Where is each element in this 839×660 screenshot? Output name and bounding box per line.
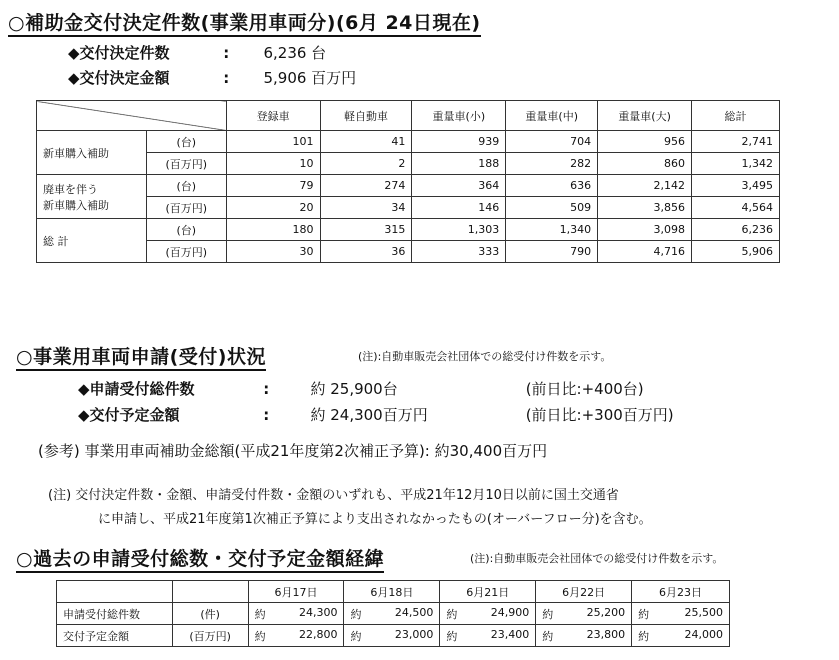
header-cell: 重量車(中) [506, 101, 598, 131]
value-cell: 6,236 [692, 219, 780, 241]
value: 24,500 [394, 605, 434, 619]
table-row [37, 219, 780, 241]
value-cell [632, 603, 730, 625]
table-row [37, 197, 780, 219]
value-cell: 3,098 [598, 219, 692, 241]
value-cell: 1,340 [506, 219, 598, 241]
value-cell [440, 625, 536, 647]
row-group-label-line2: 新車購入補助 [43, 198, 109, 212]
value: 25,500 [684, 605, 723, 619]
value-cell [632, 625, 730, 647]
approx-mark: 約 [254, 629, 266, 643]
approx-mark: 約 [542, 629, 554, 643]
value-cell: 20 [226, 197, 320, 219]
value-cell: 5,906 [692, 241, 780, 263]
value-cell: 790 [506, 241, 598, 263]
value-cell: 860 [598, 153, 692, 175]
value-cell [440, 603, 536, 625]
header-cell: 重量車(大) [598, 101, 692, 131]
bullet-kofu-kensu [68, 42, 326, 63]
bullet-value: 5,906 百万円 [263, 69, 357, 87]
bullet-label: ◆交付予定金額 [78, 406, 180, 424]
value: 24,900 [490, 605, 530, 619]
value-cell: 636 [506, 175, 598, 197]
date-header: 6月22日 [536, 581, 632, 603]
value-cell: 704 [506, 131, 598, 153]
table-row [37, 131, 780, 153]
value-cell: 956 [598, 131, 692, 153]
value-cell: 10 [226, 153, 320, 175]
bullet-delta: (前日比:+400台) [525, 380, 644, 398]
approx-mark: 約 [350, 629, 362, 643]
value-cell: 364 [412, 175, 506, 197]
unit-cell: (百万円) [146, 197, 226, 219]
bullet-value: 約 24,300百万円 [310, 406, 428, 424]
value-cell: 509 [506, 197, 598, 219]
row-group-label [37, 175, 147, 219]
footnote-line1: (注) 交付決定件数・金額、申請受付件数・金額のいずれも、平成21年12月10日以前に国土交通省 [48, 488, 619, 503]
date-header: 6月21日 [440, 581, 536, 603]
table-row [57, 603, 730, 625]
value-cell: 282 [506, 153, 598, 175]
value: 23,000 [394, 627, 434, 641]
table-row [37, 153, 780, 175]
value-cell: 36 [320, 241, 412, 263]
row-label: 申請受付総件数 [57, 603, 173, 625]
empty-cell [57, 581, 173, 603]
value-cell: 4,716 [598, 241, 692, 263]
section1-title: ○補助金交付決定件数(事業用車両分)(6月 24日現在) [8, 12, 481, 37]
approx-mark: 約 [350, 607, 362, 621]
value-cell: 4,564 [692, 197, 780, 219]
bullet-sep: : [223, 69, 230, 87]
date-header: 6月18日 [344, 581, 440, 603]
value-cell: 1,342 [692, 153, 780, 175]
empty-cell [172, 581, 248, 603]
section3-note: (注):自動車販売会社団体での総受付け件数を示す。 [470, 552, 724, 565]
value: 25,200 [586, 605, 626, 619]
approx-mark: 約 [638, 607, 650, 621]
value-cell [536, 603, 632, 625]
section2-note: (注):自動車販売会社団体での総受付け件数を示す。 [358, 350, 612, 363]
history-table [56, 580, 730, 647]
unit-cell: (件) [172, 603, 248, 625]
unit-cell: (百万円) [146, 241, 226, 263]
subsidy-table [36, 100, 780, 263]
unit-cell: (台) [146, 131, 226, 153]
unit-cell: (台) [146, 175, 226, 197]
value-cell: 146 [412, 197, 506, 219]
value: 24,300 [298, 605, 338, 619]
approx-mark: 約 [542, 607, 554, 621]
value-cell [248, 603, 344, 625]
value-cell: 274 [320, 175, 412, 197]
date-header: 6月17日 [248, 581, 344, 603]
approx-mark: 約 [446, 607, 458, 621]
value-cell: 180 [226, 219, 320, 241]
value-cell [248, 625, 344, 647]
row-group-label-line1: 廃車を伴う [43, 182, 98, 196]
diagonal-corner-cell [37, 101, 227, 131]
table-header-row [37, 101, 780, 131]
value-cell [536, 625, 632, 647]
bullet-sep: : [223, 44, 230, 62]
value-cell: 101 [226, 131, 320, 153]
value-cell: 3,856 [598, 197, 692, 219]
value-cell: 939 [412, 131, 506, 153]
table-row [37, 241, 780, 263]
unit-cell: (百万円) [172, 625, 248, 647]
header-cell: 重量車(小) [412, 101, 506, 131]
unit-cell: (台) [146, 219, 226, 241]
approx-mark: 約 [446, 629, 458, 643]
section3-title: ○過去の申請受付総数・交付予定金額経緯 [16, 548, 384, 573]
value: 23,400 [490, 627, 530, 641]
reference-line: (参考) 事業用車両補助金総額(平成21年度第2次補正予算): 約30,400百万円 [38, 442, 548, 460]
unit-cell: (百万円) [146, 153, 226, 175]
section2-title: ○事業用車両申請(受付)状況 [16, 346, 266, 371]
bullet-value: 約 25,900台 [310, 380, 398, 398]
value: 24,000 [684, 627, 723, 641]
bullet-kofu-yotei [78, 404, 674, 425]
bullet-label: ◆交付決定金額 [68, 69, 170, 87]
value-cell: 188 [412, 153, 506, 175]
header-cell: 軽自動車 [320, 101, 412, 131]
bullet-value: 6,236 台 [263, 44, 327, 62]
table-row [57, 625, 730, 647]
row-label: 交付予定金額 [57, 625, 173, 647]
value-cell [344, 603, 440, 625]
value-cell: 79 [226, 175, 320, 197]
value-cell: 333 [412, 241, 506, 263]
bullet-label: ◆申請受付総件数 [78, 380, 195, 398]
bullet-shinsei-kensu [78, 378, 644, 399]
row-group-label: 総 計 [37, 219, 147, 263]
header-cell: 登録車 [226, 101, 320, 131]
value-cell: 3,495 [692, 175, 780, 197]
approx-mark: 約 [254, 607, 266, 621]
value-cell: 2,142 [598, 175, 692, 197]
footnote-line2: に申請し、平成21年度第1次補正予算により支出されなかったもの(オーバーフロー分)を含む。 [98, 512, 652, 527]
value-cell [344, 625, 440, 647]
row-group-label: 新車購入補助 [37, 131, 147, 175]
bullet-kofu-kingaku [68, 67, 356, 88]
value-cell: 315 [320, 219, 412, 241]
approx-mark: 約 [638, 629, 650, 643]
bullet-label: ◆交付決定件数 [68, 44, 170, 62]
value-cell: 34 [320, 197, 412, 219]
value-cell: 2,741 [692, 131, 780, 153]
value: 22,800 [298, 627, 338, 641]
value-cell: 2 [320, 153, 412, 175]
date-header: 6月23日 [632, 581, 730, 603]
value-cell: 30 [226, 241, 320, 263]
bullet-delta: (前日比:+300百万円) [525, 406, 674, 424]
value-cell: 41 [320, 131, 412, 153]
value-cell: 1,303 [412, 219, 506, 241]
header-cell: 総計 [692, 101, 780, 131]
bullet-sep: : [263, 380, 270, 398]
table-header-row [57, 581, 730, 603]
bullet-sep: : [263, 406, 270, 424]
value: 23,800 [586, 627, 626, 641]
table-row [37, 175, 780, 197]
